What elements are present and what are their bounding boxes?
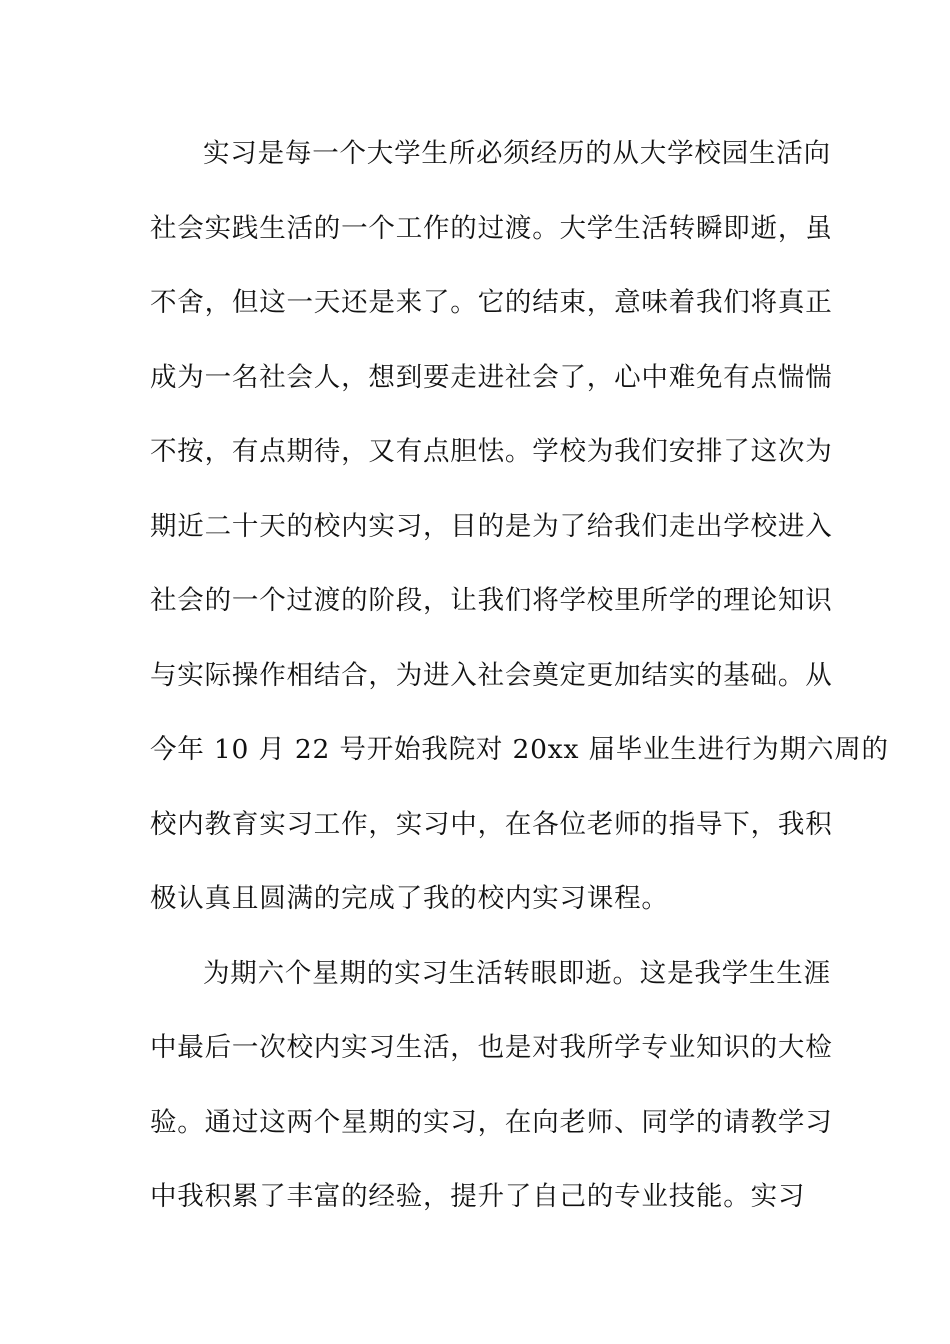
paragraph-line: 社会的一个过渡的阶段，让我们将学校里所学的理论知识 (150, 585, 833, 616)
paragraph-line: 校内教育实习工作，实习中，在各位老师的指导下，我积 (150, 808, 833, 840)
paragraph-line: 期近二十天的校内实习，目的是为了给我们走出学校进入 (150, 510, 833, 542)
paragraph-2 (150, 937, 833, 1235)
paragraph-line: 与实际操作相结合，为进入社会奠定更加结实的基础。从 (150, 659, 833, 691)
paragraph-line: 社会实践生活的一个工作的过渡。大学生活转瞬即逝，虽 (150, 212, 833, 244)
paragraph-line: 验。通过这两个星期的实习，在向老师、同学的请教学习 (150, 1106, 833, 1138)
paragraph-line: 今年 10 月 22 号开始我院对 20xx 届毕业生进行为期六周的 (150, 734, 889, 765)
paragraph-line: 中我积累了丰富的经验，提升了自己的专业技能。实习 (150, 1181, 806, 1212)
paragraph-line: 成为一名社会人，想到要走进社会了，心中难免有点惴惴 (150, 361, 833, 393)
paragraph-line: 不舍，但这一天还是来了。它的结束，意味着我们将真正 (150, 287, 833, 318)
paragraph-line: 极认真且圆满的完成了我的校内实习课程。 (150, 883, 669, 914)
paragraph-1 (150, 117, 889, 937)
paragraph-line: 实习是每一个大学生所必须经历的从大学校园生活向 (203, 138, 831, 169)
document-body (150, 117, 889, 1235)
paragraph-line: 不按，有点期待，又有点胆怯。学校为我们安排了这次为 (150, 436, 833, 467)
paragraph-line: 为期六个星期的实习生活转眼即逝。这是我学生生涯 (203, 957, 831, 989)
paragraph-line: 中最后一次校内实习生活，也是对我所学专业知识的大检 (150, 1032, 833, 1063)
